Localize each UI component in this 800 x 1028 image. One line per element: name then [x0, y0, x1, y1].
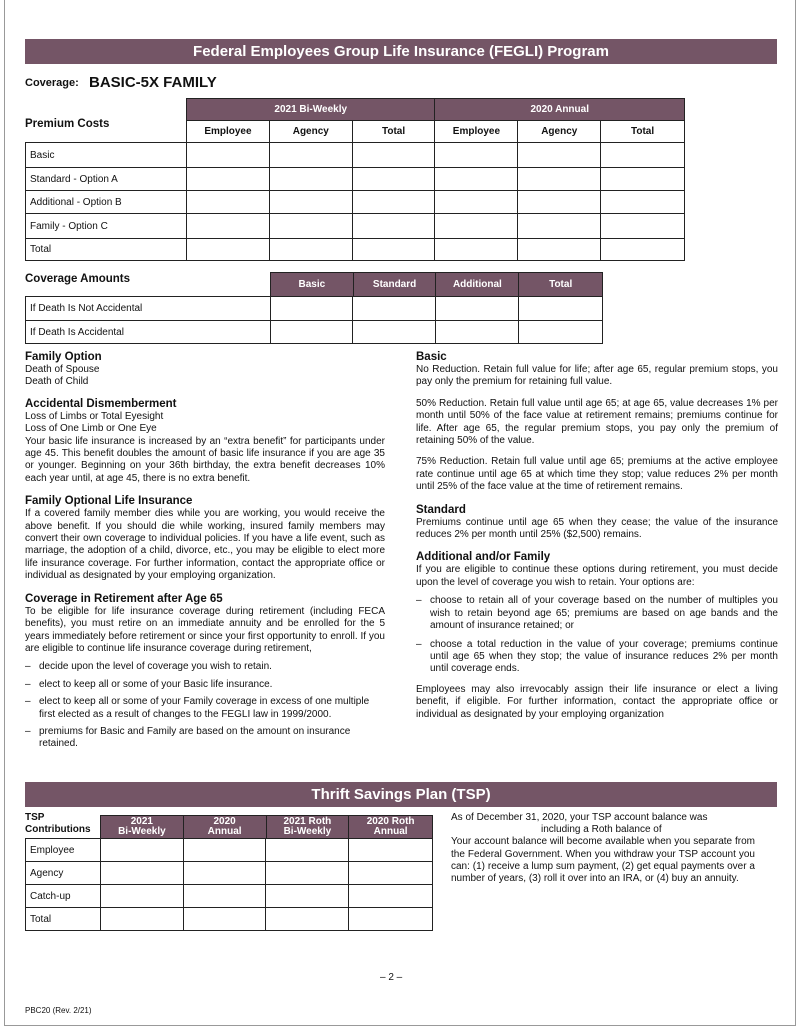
table-cell	[349, 885, 433, 908]
left-column	[25, 350, 385, 751]
tsp-header-2021-roth	[266, 816, 349, 839]
coverage-amounts-header	[270, 272, 603, 297]
col-header-agency: Agency	[269, 121, 352, 143]
row-label: If Death Is Not Accidental	[26, 297, 271, 321]
table-cell	[183, 885, 266, 908]
family-option-line: Death of Child	[25, 376, 89, 388]
table-cell	[518, 143, 601, 168]
right-column	[416, 350, 778, 721]
table-row	[26, 143, 685, 168]
table-cell	[353, 297, 436, 321]
basic-title: Basic	[416, 351, 447, 363]
table-cell	[269, 143, 352, 168]
col-header-total: Total	[352, 121, 435, 143]
tsp-header-line: 2020	[213, 816, 236, 827]
table-cell	[352, 143, 435, 168]
premium-header-table	[186, 98, 685, 143]
family-option-line: Death of Spouse	[25, 364, 100, 375]
row-label: If Death Is Accidental	[26, 321, 271, 344]
basic-paragraph: 75% Reduction. Retain full value until age 65; premiums at the active employee rate continue until age 65 at which time they stop; value reduces 2% per month until 25% of the face value at the time of retirement remains.	[416, 456, 778, 493]
tsp-header-2020-annual	[183, 816, 266, 839]
table-row	[26, 862, 433, 885]
additional-bullet: – choose to retain all of your coverage based on the number of multiples you wish to retain beyond age 65; premiums are based on age bands and the amount of insurance retained; or	[416, 595, 778, 632]
table-cell	[435, 168, 518, 191]
coverage-amounts-table	[25, 296, 603, 344]
tsp-banner: Thrift Savings Plan (TSP)	[25, 782, 777, 807]
tsp-table	[25, 838, 433, 931]
tsp-balance-line: As of December 31, 2020, your TSP account balance was	[451, 812, 708, 823]
period-header-2020: 2020 Annual	[435, 99, 685, 121]
table-cell	[601, 191, 685, 214]
col-header-total: Total	[601, 121, 685, 143]
tsp-header-2020-roth	[349, 816, 433, 839]
table-cell	[435, 239, 518, 261]
additional-text: If you are eligible to continue these options during retirement, you must decide upon the level of coverage you wish to retain. Your options are:	[416, 564, 778, 588]
coverage-header-total: Total	[519, 273, 603, 297]
additional-bullet: – choose a total reduction in the value of your coverage; premiums continue until age 65 when they stop; the value of insurance reduces 2% per month until coverage ends.	[416, 639, 778, 676]
tsp-header-line: 2021 Roth	[283, 816, 332, 827]
table-cell	[266, 862, 349, 885]
table-cell	[183, 839, 266, 862]
tsp-header-line: Bi-Weekly	[118, 826, 166, 837]
table-row	[26, 297, 603, 321]
table-cell	[269, 168, 352, 191]
ad-line: Loss of One Limb or One Eye	[25, 423, 157, 435]
table-cell	[518, 191, 601, 214]
extra-benefit-text: Your basic life insurance is increased by an “extra benefit” for participants under age 45. This benefit doubles the amount of basic life insurance if you are age 35 or younger. Beginning on your 36th birthday, the extra benefit decreases 10% each year until, at age 45, there is no extra benefit.	[25, 435, 385, 484]
table-cell	[349, 908, 433, 931]
retirement-bullet: – decide upon the level of coverage you wish to retain.	[25, 661, 385, 673]
retirement-title: Coverage in Retirement after Age 65	[25, 592, 223, 605]
premium-costs-label: Premium Costs	[25, 118, 110, 130]
row-label: Basic	[26, 143, 187, 168]
table-row	[26, 908, 433, 931]
table-cell	[266, 885, 349, 908]
row-label: Standard - Option A	[26, 168, 187, 191]
row-label: Family - Option C	[26, 214, 187, 239]
table-cell	[352, 214, 435, 239]
table-cell	[518, 214, 601, 239]
retirement-bullet: – elect to keep all or some of your Basic life insurance.	[25, 679, 385, 691]
tsp-contributions-label	[25, 812, 91, 836]
assign-text: Employees may also irrevocably assign their life insurance or elect a living benefit, if eligible. For further information, contact the appropriate office or individual as designated by your employing organization	[416, 683, 778, 720]
table-cell	[266, 908, 349, 931]
family-option-title: Family Option	[25, 351, 102, 363]
table-cell	[601, 239, 685, 261]
tsp-header-line: Bi-Weekly	[283, 826, 332, 837]
table-row	[26, 214, 685, 239]
premium-costs-table	[25, 142, 685, 261]
table-cell	[186, 239, 269, 261]
family-optional-life-text: If a covered family member dies while you are working, you would receive the above benefit. If you should die while working, insured family members may convert their own coverage to individual policies. If you have a life event, such as marriage, the adoption of a child, divorce, etc., you may be eligible to elect more life insurance coverage. For further information, contact the appropriate office or individual as designated by your employing organization.	[25, 508, 385, 582]
row-label: Total	[26, 239, 187, 261]
row-label: Employee	[26, 839, 101, 862]
tsp-header-line: Annual	[207, 826, 242, 837]
table-cell	[270, 321, 353, 344]
basic-paragraph: 50% Reduction. Retain full value until age 65; at age 65, value decreases 1% per month until 50% of the face value at retirement remains; premiums continue for life. After age 65, the regular premium stops, you pay only the premium of retaining 50% of the value.	[416, 397, 778, 447]
retirement-bullet: – premiums for Basic and Family are based on the amount on insurance retained.	[25, 726, 385, 751]
table-cell	[183, 908, 266, 931]
table-cell	[352, 239, 435, 261]
row-label: Additional - Option B	[26, 191, 187, 214]
tsp-header-table	[100, 815, 433, 839]
basic-paragraph: No Reduction. Retain full value for life; after age 65, regular premium stops, you pay only the premium for retaining full value.	[416, 364, 778, 388]
family-optional-life-title: Family Optional Life Insurance	[25, 495, 193, 508]
table-row	[26, 239, 685, 261]
col-header-employee: Employee	[187, 121, 270, 143]
table-cell	[519, 297, 603, 321]
table-cell	[601, 214, 685, 239]
table-cell	[349, 862, 433, 885]
fegli-banner: Federal Employees Group Life Insurance (FEGLI) Program	[25, 39, 777, 64]
table-cell	[349, 839, 433, 862]
coverage-label: Coverage:	[25, 77, 79, 89]
table-row	[26, 885, 433, 908]
table-cell	[353, 321, 436, 344]
table-cell	[100, 885, 183, 908]
table-cell	[266, 839, 349, 862]
standard-title: Standard	[416, 503, 466, 516]
table-cell	[269, 191, 352, 214]
table-cell	[270, 297, 353, 321]
table-cell	[352, 168, 435, 191]
ad-line: Loss of Limbs or Total Eyesight	[25, 410, 164, 422]
tsp-header-line: Annual	[373, 826, 408, 837]
period-header-2021: 2021 Bi-Weekly	[187, 99, 435, 121]
tsp-info-text: Your account balance will become available when you separate from the Federal Government. When you withdraw your TSP account you can: (1) receive a lump sum payment, (2) get equal payments over a number of years, (3) roll it over into an IRA, or (4) buy an annuity.	[451, 836, 755, 885]
table-cell	[436, 321, 519, 344]
tsp-header-line: 2021	[130, 816, 153, 827]
coverage-header-standard: Standard	[353, 273, 436, 297]
row-label: Agency	[26, 862, 101, 885]
table-cell	[186, 214, 269, 239]
coverage-amounts-label: Coverage Amounts	[25, 273, 131, 285]
row-label: Total	[26, 908, 101, 931]
table-cell	[518, 168, 601, 191]
tsp-label-line: TSP	[25, 812, 45, 823]
tsp-info	[451, 812, 755, 885]
table-cell	[601, 168, 685, 191]
col-header-agency: Agency	[518, 121, 601, 143]
table-cell	[436, 297, 519, 321]
tsp-label-line: Contributions	[25, 824, 91, 835]
coverage-header-basic: Basic	[271, 273, 354, 297]
table-cell	[183, 862, 266, 885]
table-row	[26, 839, 433, 862]
col-header-employee: Employee	[435, 121, 518, 143]
table-cell	[100, 839, 183, 862]
table-cell	[601, 143, 685, 168]
retirement-text: To be eligible for life insurance coverage during retirement (including FECA benefits), you must retire on an immediate annuity and be enrolled for the 5 years immediately before retirement or since your first opportunity to enroll. If you are eligible to continue life insurance coverage during retirement,	[25, 605, 385, 654]
accidental-dismemberment-title: Accidental Dismemberment	[25, 397, 177, 410]
table-cell	[435, 143, 518, 168]
tsp-roth-balance-line: including a Roth balance of	[541, 824, 662, 836]
table-cell	[352, 191, 435, 214]
tsp-header-line: 2020 Roth	[366, 816, 415, 827]
coverage-value: BASIC-5X FAMILY	[89, 74, 217, 91]
additional-title: Additional and/or Family	[416, 551, 551, 564]
table-cell	[100, 908, 183, 931]
table-cell	[435, 214, 518, 239]
table-cell	[186, 143, 269, 168]
table-row	[26, 168, 685, 191]
table-row	[26, 191, 685, 214]
retirement-bullet: – elect to keep all or some of your Family coverage in excess of one multiple first elected as a result of changes to the FEGLI law in 1999/2000.	[25, 696, 385, 721]
standard-text: Premiums continue until age 65 when they cease; the value of the insurance reduces 2% per month until 25% ($2,500) remains.	[416, 516, 778, 541]
table-cell	[518, 239, 601, 261]
row-label: Catch-up	[26, 885, 101, 908]
table-cell	[186, 191, 269, 214]
tsp-header-2021-biweekly	[101, 816, 184, 839]
page-number: – 2 –	[380, 972, 403, 983]
table-cell	[269, 239, 352, 261]
table-cell	[100, 862, 183, 885]
table-cell	[186, 168, 269, 191]
table-cell	[269, 214, 352, 239]
table-cell	[435, 191, 518, 214]
form-id: PBC20 (Rev. 2/21)	[25, 1006, 92, 1015]
table-cell	[519, 321, 603, 344]
table-row	[26, 321, 603, 344]
coverage-header-additional: Additional	[436, 273, 519, 297]
